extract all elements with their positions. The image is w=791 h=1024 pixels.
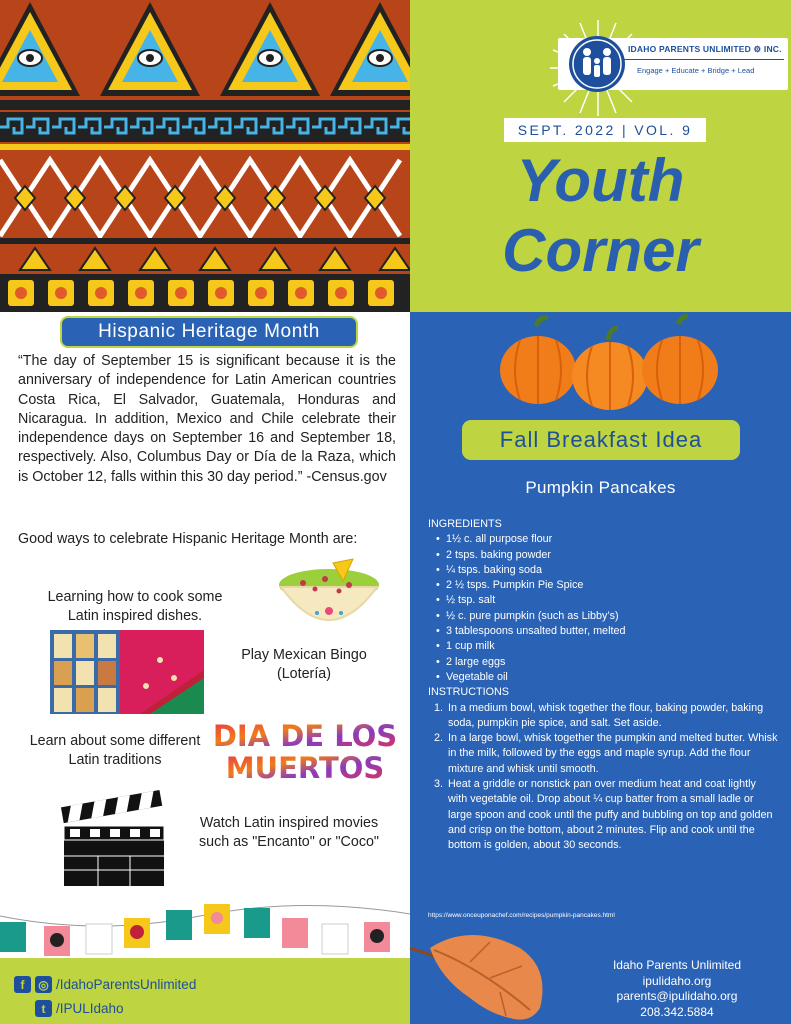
instruction-text: In a medium bowl, whisk together the flour, baking powder, baking soda, pumpkin pie spice, and salt. Set aside. bbox=[448, 701, 764, 729]
item-movies-text bbox=[184, 814, 394, 853]
item-movies-line-2: such as "Encanto" or "Coco" bbox=[198, 834, 380, 851]
instruction-text: Heat a griddle or nonstick pan over medium heat and coat lightly with vegetable oil. Drop about ¼ cup batter from a small ladle or large spoon and cook until the puffy and bubbling on top and golden and crisp on the bottom, about 2 minutes. Flip and cook until the bottom is golden, about 30 seconds. bbox=[448, 778, 773, 852]
contact-email[interactable]: parents@ipulidaho.org bbox=[616, 989, 738, 1004]
facebook-icon[interactable]: f bbox=[14, 976, 31, 993]
item-cook-text bbox=[22, 588, 248, 627]
decorative-pattern-image bbox=[0, 0, 410, 312]
dia-line-1: DIA DE LOS bbox=[212, 719, 398, 753]
twitter-handle[interactable]: /IPULIdaho bbox=[56, 1001, 124, 1016]
twitter-icon[interactable]: t bbox=[35, 1000, 52, 1017]
hispanic-heritage-heading: Hispanic Heritage Month bbox=[60, 316, 358, 348]
ipul-family-logo-icon bbox=[567, 34, 627, 94]
dia-de-los-muertos-logo bbox=[212, 718, 398, 785]
instructions-label: INSTRUCTIONS bbox=[428, 686, 509, 699]
ingredient-item: • 2 large eggs bbox=[436, 655, 778, 670]
contact-info bbox=[577, 958, 777, 1020]
instructions-list bbox=[434, 701, 778, 854]
recipe-panel bbox=[410, 312, 791, 1024]
item-cook-line-2: Latin inspired dishes. bbox=[67, 608, 203, 625]
ingredient-item: • ½ c. pure pumpkin (such as Libby’s) bbox=[436, 609, 778, 624]
page-title bbox=[410, 146, 791, 286]
item-bingo-line-1: Play Mexican Bingo bbox=[241, 647, 367, 663]
contact-phone: 208.342.5884 bbox=[640, 1004, 714, 1019]
logo-divider bbox=[624, 59, 784, 60]
ingredient-item: • 1 cup milk bbox=[436, 639, 778, 654]
logo-name: IDAHO PARENTS UNLIMITED ⚙ INC. bbox=[628, 44, 782, 54]
header-panel bbox=[410, 0, 791, 312]
instruction-text: In a large bowl, whisk together the pumpkin and melted butter. Whisk in the milk, followed by the eggs and maple syrup. Add the flour mixture and whisk until smooth. bbox=[448, 732, 778, 775]
item-traditions-line-1: Learn about some different bbox=[29, 733, 201, 749]
item-traditions-text bbox=[10, 732, 220, 771]
autumn-leaf-icon bbox=[410, 928, 560, 1024]
item-bingo-text bbox=[224, 646, 384, 685]
ingredient-item: • ¼ tsps. baking soda bbox=[436, 563, 778, 578]
item-movies-line-1: Watch Latin inspired movies bbox=[199, 815, 379, 831]
papel-picado-banner bbox=[0, 900, 410, 958]
title-line-1: Youth bbox=[516, 147, 685, 214]
contact-org: Idaho Parents Unlimited bbox=[612, 958, 742, 972]
ingredient-item: • 2 tsps. baking powder bbox=[436, 548, 778, 563]
loteria-photo-image bbox=[50, 630, 204, 714]
item-traditions-line-2: Latin traditions bbox=[68, 752, 162, 769]
item-bingo-line-2: (Lotería) bbox=[276, 666, 332, 683]
ingredient-item: • 1½ c. all purpose flour bbox=[436, 532, 778, 547]
recipe-body bbox=[428, 517, 778, 854]
issue-label: SEPT. 2022 | VOL. 9 bbox=[504, 118, 706, 142]
ingredient-item: • 2 ½ tsps. Pumpkin Pie Spice bbox=[436, 578, 778, 593]
guacamole-bowl-icon bbox=[273, 555, 385, 637]
instruction-step: 2. In a large bowl, whisk together the pumpkin and melted butter. Whisk in the milk, followed by the eggs and maple syrup. Add the flour mixture and whisk until smooth. bbox=[434, 731, 778, 777]
ingredients-label: INGREDIENTS bbox=[428, 518, 502, 530]
logo-tagline: Engage + Educate + Bridge + Lead bbox=[637, 66, 755, 75]
dia-line-2: MUERTOS bbox=[225, 751, 385, 785]
title-line-2: Corner bbox=[502, 217, 699, 284]
facebook-instagram-handle[interactable]: /IdahoParentsUnlimited bbox=[56, 977, 197, 992]
instruction-step: 1. In a medium bowl, whisk together the flour, baking powder, baking soda, pumpkin pie spice, and salt. Set aside. bbox=[434, 701, 778, 732]
good-ways-intro: Good ways to celebrate Hispanic Heritage Month are: bbox=[18, 531, 358, 547]
ingredient-item: • Vegetable oil bbox=[436, 670, 778, 685]
recipe-title: Pumpkin Pancakes bbox=[525, 478, 676, 497]
contact-website[interactable]: ipulidaho.org bbox=[642, 973, 712, 988]
facebook-instagram-link[interactable] bbox=[14, 976, 196, 993]
footer-social-panel bbox=[0, 958, 410, 1024]
fall-breakfast-heading: Fall Breakfast Idea bbox=[462, 420, 740, 460]
ingredient-item: • 3 tablespoons unsalted butter, melted bbox=[436, 624, 778, 639]
instagram-icon[interactable]: ◎ bbox=[35, 976, 52, 993]
recipe-source-link[interactable]: https://www.onceuponachef.com/recipes/pumpkin-pancakes.html bbox=[428, 912, 615, 919]
twitter-link[interactable] bbox=[35, 1000, 124, 1017]
ingredient-item: • ½ tsp. salt bbox=[436, 593, 778, 608]
item-cook-line-1: Learning how to cook some bbox=[47, 589, 223, 605]
census-quote: “The day of September 15 is significant because it is the anniversary of independence for Latin American countries Costa Rica, El Salvador, Guatemala, Honduras and Nicaragua. In addition, Mexico and Chile celebrate their independence days on September 16 and September 18, respectively. Also, Columbus Day or Día de la Raza, which is October 12, falls within this 30 day period.” -Census.gov bbox=[18, 353, 396, 485]
pumpkins-icon bbox=[498, 314, 722, 412]
movie-clapperboard-icon bbox=[60, 800, 168, 888]
ingredients-list bbox=[436, 532, 778, 685]
instruction-step: 3. Heat a griddle or nonstick pan over medium heat and coat lightly with vegetable oil. Drop about ¼ cup batter from a small ladle or large spoon and cook until the puffy and bubbling on top and golden and crisp on the bottom, about 2 minutes. Flip and cook until the bottom is golden, about 30 seconds. bbox=[434, 777, 778, 853]
